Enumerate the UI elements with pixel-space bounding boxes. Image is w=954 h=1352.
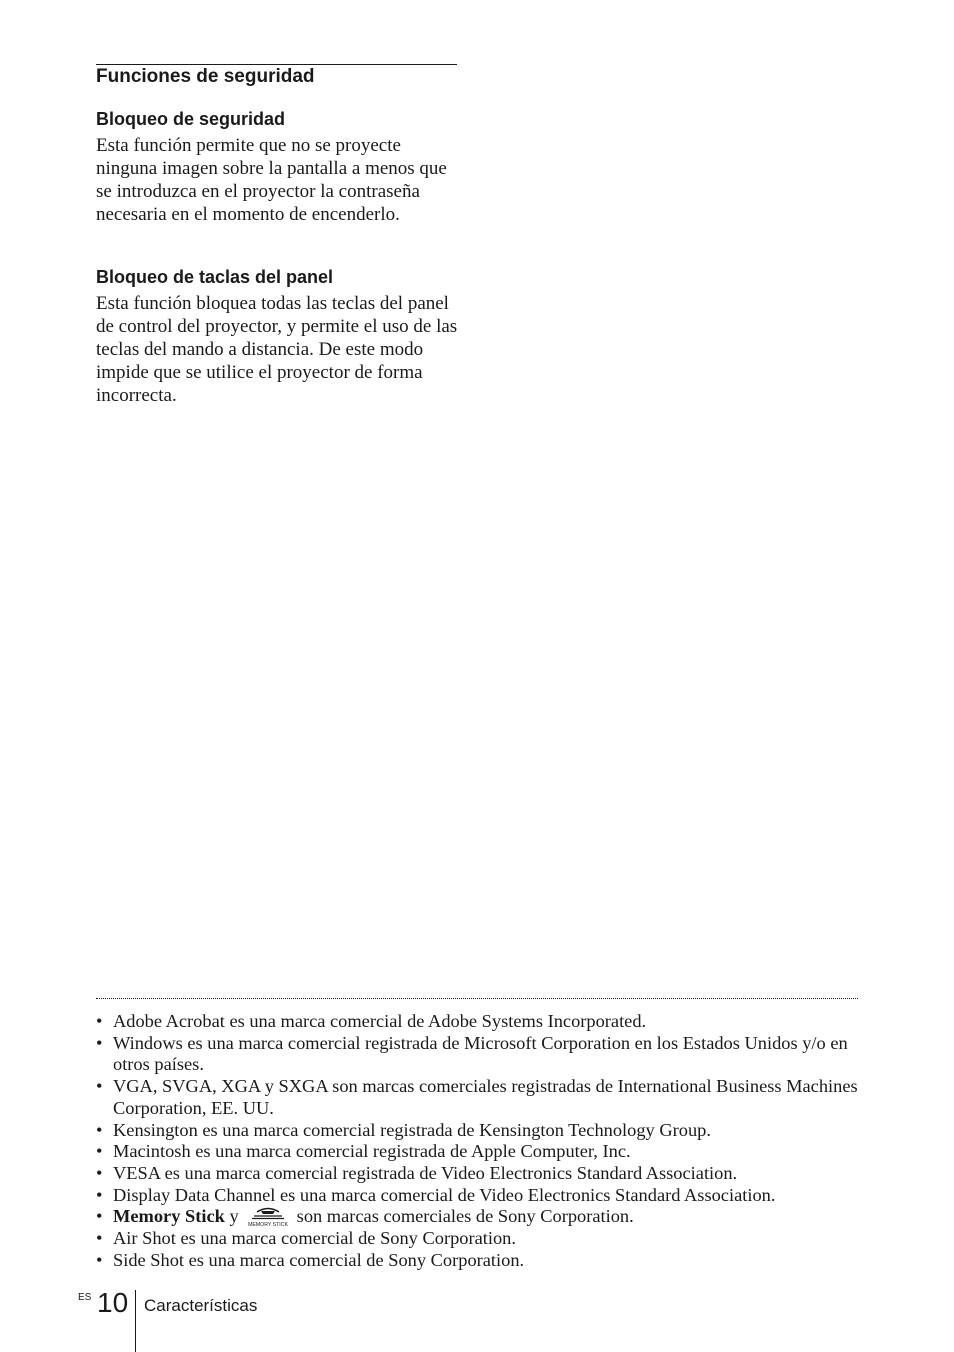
- security-lock-heading: Bloqueo de seguridad: [96, 109, 286, 129]
- footer-language-code: ES: [78, 1292, 92, 1303]
- list-item: • Display Data Channel es una marca comercial de Video Electronics Standard Association.: [96, 1184, 776, 1205]
- memory-stick-name: Memory Stick: [113, 1206, 225, 1227]
- footer-section-label: Características: [144, 1296, 258, 1315]
- page-number: 10: [97, 1287, 129, 1318]
- list-item: • Side Shot es una marca comercial de Sony Corporation.: [96, 1250, 525, 1271]
- panel-key-lock-heading: Bloqueo de taclas del panel: [96, 267, 334, 287]
- list-item: • Air Shot es una marca comercial de Sony Corporation.: [96, 1228, 516, 1249]
- list-item: • Kensington es una marca comercial registrada de Kensington Technology Group.: [96, 1119, 711, 1140]
- section-top-rule: [96, 64, 457, 65]
- list-item: • Adobe Acrobat es una marca comercial de Adobe Systems Incorporated.: [96, 1011, 647, 1031]
- list-item: • Macintosh es una marca comercial registrada de Apple Computer, Inc.: [96, 1141, 631, 1162]
- security-lock-text: Esta función permite que no se proyecte ninguna imagen sobre la pantalla a menos que se introduzca en el proyector la contraseña necesaria en el momento de encenderlo.: [96, 135, 447, 225]
- trademark-list: [96, 1011, 862, 1272]
- footer-divider: [135, 1290, 136, 1352]
- list-item: • Windows es una marca comercial registrada de Microsoft Corporation en los Estados Unidos y/o en otros países.: [96, 1032, 848, 1075]
- memory-stick-logo-icon: [243, 1206, 293, 1228]
- notes-dotted-separator: [96, 998, 858, 999]
- list-item-memory-stick: • Memory Stick y MEMORY STICK son marcas comerciales de Sony Corporation.: [96, 1206, 634, 1229]
- list-item: • VGA, SVGA, XGA y SXGA son marcas comerciales registradas de International Business Machines Corporation, EE. UU.: [96, 1076, 858, 1118]
- list-item: • VESA es una marca comercial registrada de Video Electronics Standard Association.: [96, 1162, 738, 1183]
- panel-key-lock-text: Esta función bloquea todas las teclas del panel de control del proyector, y permite el uso de las teclas del mando a distancia. De este modo impide que se utilice el proyector de forma incorrecta.: [96, 293, 458, 406]
- svg-text:MEMORY STICK: MEMORY STICK: [247, 1222, 288, 1229]
- section-title: Funciones de seguridad: [96, 66, 315, 87]
